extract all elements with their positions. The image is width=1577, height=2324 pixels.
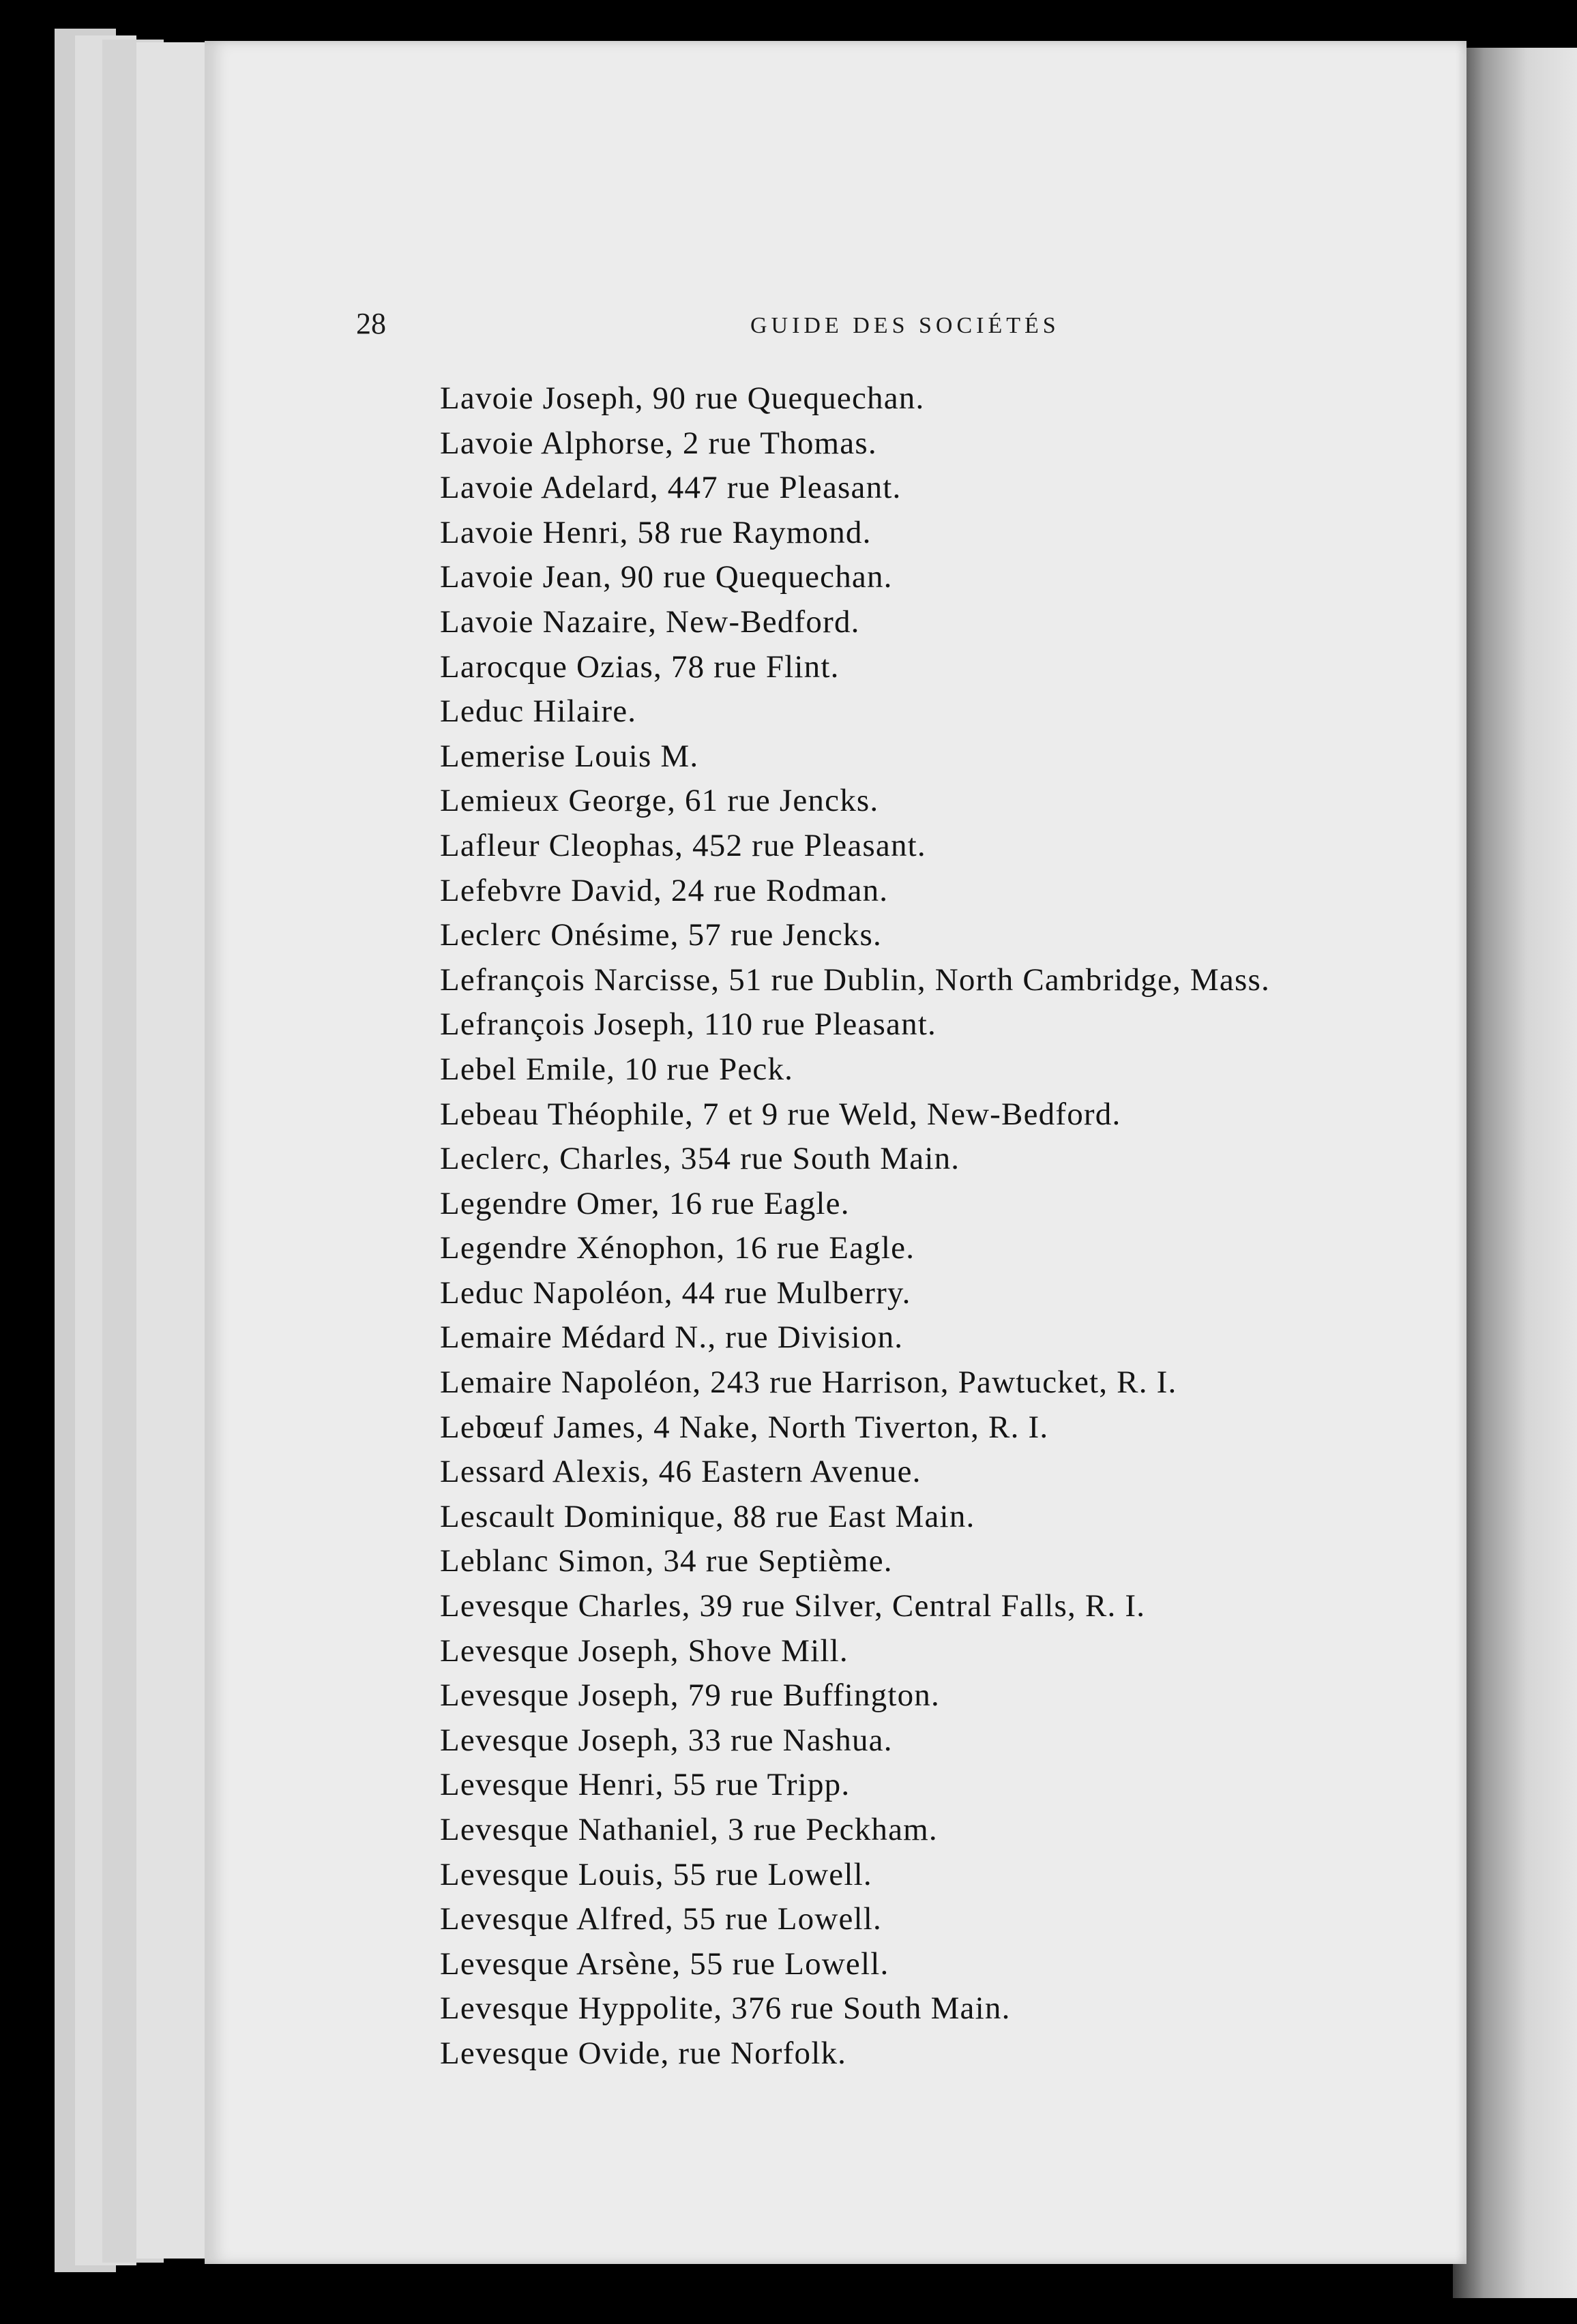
list-item: Leblanc Simon, 34 rue Septième. (440, 1543, 893, 1579)
list-item: Legendre Omer, 16 rue Eagle. (440, 1185, 850, 1221)
list-item: Levesque Henri, 55 rue Tripp. (440, 1767, 851, 1803)
list-item: Levesque Joseph, 79 rue Buffington. (440, 1678, 940, 1714)
list-item: Lessard Alexis, 46 Eastern Avenue. (440, 1454, 922, 1490)
list-item: Lavoie Joseph, 90 rue Quequechan. (440, 381, 925, 416)
list-item: Lavoie Adelard, 447 rue Pleasant. (440, 470, 902, 506)
list-item: Levesque Joseph, 33 rue Nashua. (440, 1722, 893, 1758)
list-item: Lefebvre David, 24 rue Rodman. (440, 872, 889, 908)
list-item: Lavoie Henri, 58 rue Raymond. (440, 514, 872, 550)
list-item: Lemerise Louis M. (440, 738, 699, 774)
list-item: Lemaire Médard N., rue Division. (440, 1320, 904, 1356)
list-item: Lafleur Cleophas, 452 rue Pleasant. (440, 827, 926, 863)
list-item: Lemaire Napoléon, 243 rue Harrison, Pawtucket, R. I. (440, 1365, 1177, 1401)
running-title: GUIDE DES SOCIÉTÉS (750, 313, 1060, 338)
list-item: Lefrançois Narcisse, 51 rue Dublin, North Cambridge, Mass. (440, 962, 1270, 998)
list-item: Levesque Joseph, Shove Mill. (440, 1633, 849, 1669)
list-item: Levesque Alfred, 55 rue Lowell. (440, 1901, 882, 1937)
list-item: Leclerc Onésime, 57 rue Jencks. (440, 917, 882, 953)
book-page (205, 41, 1467, 2264)
list-item: Levesque Charles, 39 rue Silver, Central Falls, R. I. (440, 1588, 1146, 1624)
list-item: Levesque Nathaniel, 3 rue Peckham. (440, 1812, 938, 1847)
list-item: Lebel Emile, 10 rue Peck. (440, 1051, 794, 1087)
list-item: Lavoie Jean, 90 rue Quequechan. (440, 559, 893, 595)
list-item: Lavoie Nazaire, New-Bedford. (440, 604, 860, 640)
list-item: Levesque Hyppolite, 376 rue South Main. (440, 1991, 1011, 2027)
list-item: Levesque Arsène, 55 rue Lowell. (440, 1946, 889, 1982)
running-head (205, 266, 1467, 340)
list-item: Leclerc, Charles, 354 rue South Main. (440, 1141, 960, 1177)
list-item: Lefrançois Joseph, 110 rue Pleasant. (440, 1007, 937, 1043)
list-item: Levesque Ovide, rue Norfolk. (440, 2035, 847, 2071)
facing-page-shadow (1453, 48, 1577, 2298)
list-item: Legendre Xénophon, 16 rue Eagle. (440, 1230, 915, 1266)
list-item: Larocque Ozias, 78 rue Flint. (440, 649, 840, 685)
list-item: Lemieux George, 61 rue Jencks. (440, 783, 879, 819)
list-item: Lebœuf James, 4 Nake, North Tiverton, R. I. (440, 1409, 1049, 1445)
list-item: Lavoie Alphorse, 2 rue Thomas. (440, 425, 877, 461)
list-item: Lescault Dominique, 88 rue East Main. (440, 1498, 975, 1534)
page-number: 28 (356, 307, 386, 340)
list-item: Leduc Napoléon, 44 rue Mulberry. (440, 1275, 911, 1311)
list-item: Leduc Hilaire. (440, 694, 637, 730)
list-item: Levesque Louis, 55 rue Lowell. (440, 1856, 872, 1892)
member-list (440, 376, 1463, 2076)
list-item: Lebeau Théophile, 7 et 9 rue Weld, New-Bedford. (440, 1096, 1121, 1132)
